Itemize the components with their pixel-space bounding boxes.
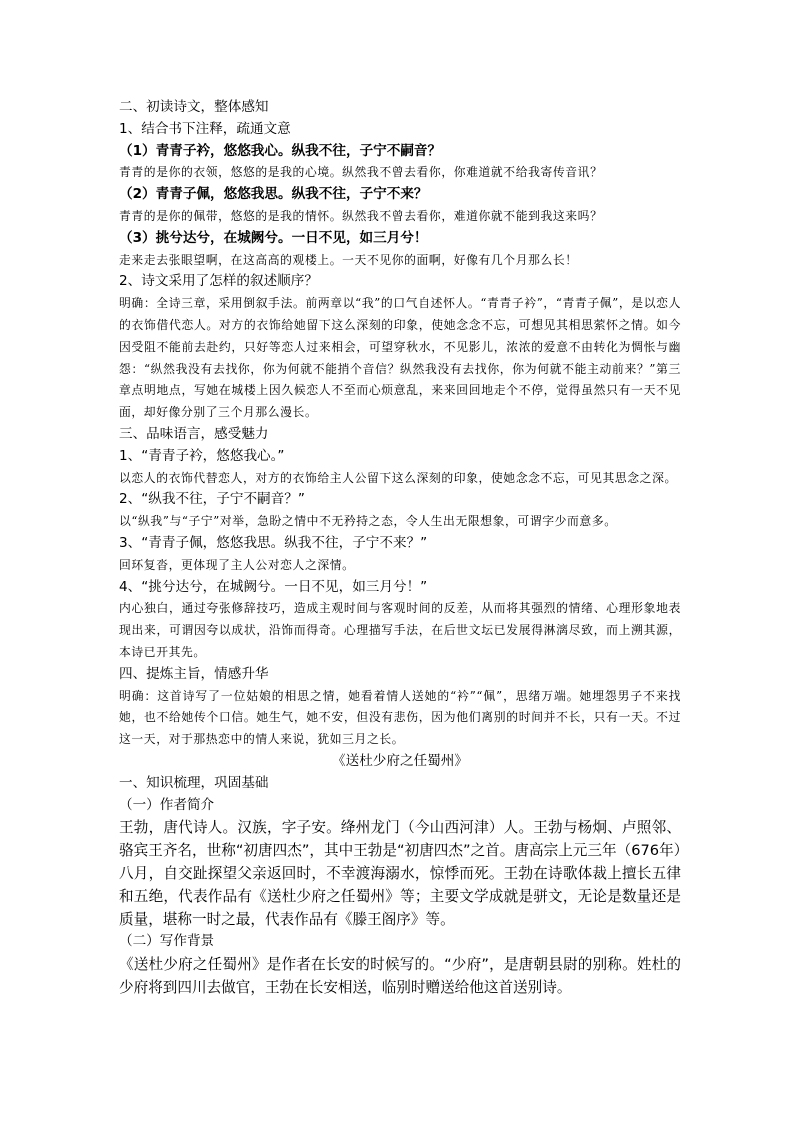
language-item-3: 3、“青青子佩，悠悠我思。纵我不往，子宁不来？” [119, 534, 428, 551]
author-intro: 王勃，唐代诗人。汉族，字子安。绛州龙门（今山西河津）人。王勃与杨炯、卢照邻、骆宾王齐名，世称“初唐四杰”，其中王勃是“初唐四杰”之首。唐高宗上元三年（676年）八月，自交趾探望父亲返回时，不幸渡海溺水，惊悸而死。王勃在诗歌体裁上擅长五律和五绝，代表作品有《送杜少府之任蜀州》等；主要文学成就是骈文，无论是数量还是质量，堪称一时之最，代表作品有《滕王阁序》等。 [119, 819, 681, 929]
poem-line-3: （3）挑兮达兮，在城阙兮。一日不见，如三月兮！ [119, 229, 428, 246]
theme-answer: 明确：这首诗写了一位姑娘的相思之情，她看着情人送她的“衿”“佩”，思绪万端。她埋怨男子不来找她，也不给她传个口信。她生气，她不安，但没有悲伤，因为他们离别的时间并不长，只有一天。不过这一天，对于那热恋中的情人来说，犹如三月之长。 [119, 688, 681, 747]
language-answer-4: 内心独白，通过夸张修辞技巧，造成主观时间与客观时间的反差，从而将其强烈的情绪、心理形象地表现出来，可谓因夸以成状，沿饰而得奇。心理描写手法，在后世文坛已发展得淋漓尽致，而上溯其源，本诗已开其先。 [119, 601, 681, 659]
language-item-4: 4、“挑兮达兮，在城阙兮。一日不见，如三月兮！” [119, 578, 428, 595]
writing-background: 《送杜少府之任蜀州》是作者在长安的时候写的。“少府”，是唐朝县尉的别称。姓杜的少府将到四川去做官，王勃在长安相送，临别时赠送给他这首送别诗。 [119, 956, 681, 997]
language-item-2: 2、“纵我不往，子宁不嗣音？” [119, 491, 305, 508]
poem-line-1: （1）青青子衿，悠悠我心。纵我不往，子宁不嗣音？ [119, 142, 442, 159]
translation-3: 走来走去张眼望啊，在这高高的观楼上。一天不见你的面啊，好像有几个月那么长！ [119, 252, 578, 267]
item-2: 2、诗文采用了怎样的叙述顺序？ [119, 273, 318, 290]
language-item-1: 1、“青青子衿，悠悠我心。” [119, 447, 285, 464]
author-subheading: （一）作者简介 [119, 796, 215, 813]
section-heading-3: 三、品味语言，感受魅力 [119, 425, 269, 442]
language-answer-3: 回环复沓，更体现了主人公对恋人之深情。 [119, 557, 355, 572]
poem-line-2: （2）青青子佩，悠悠我思。纵我不往，子宁不来？ [119, 186, 428, 203]
language-answer-2: 以“纵我”与“子宁”对举，急盼之情中不无矜持之态，令人生出无限想象，可谓字少而意多。 [119, 514, 617, 529]
section-heading-4: 四、提炼主旨，情感升华 [119, 665, 269, 682]
translation-2: 青青的是你的佩带，悠悠的是我的情怀。纵然我不曾去看你，难道你就不能到我这来吗？ [119, 208, 603, 223]
item-1: 1、结合书下注释，疏通文意 [119, 120, 291, 137]
background-subheading: （二）写作背景 [119, 933, 215, 950]
language-answer-1: 以恋人的衣饰代替恋人，对方的衣饰给主人公留下这么深刻的印象，使她念念不忘，可见其思念之深。 [119, 470, 677, 485]
section-heading-2: 二、初读诗文，整体感知 [119, 99, 269, 115]
poem-title: 《送杜少府之任蜀州》 [332, 752, 468, 769]
translation-1: 青青的是你的衣领，悠悠的是我的心境。纵然我不曾去看你，你难道就不给我寄传音讯？ [119, 165, 603, 180]
answer-paragraph-order: 明确：全诗三章，采用倒叙手法。前两章以“我”的口气自述怀人。“青青子衿”，“青青子佩”，是以恋人的衣饰借代恋人。对方的衣饰给她留下这么深刻的印象，使她念念不忘，可想见其相思萦怀之情。如今因受阻不能前去赴约，只好等恋人过来相会，可望穿秋水，不见影儿，浓浓的爱意不由转化为惆怅与幽怨：“纵然我没有去找你，你为何就不能捎个音信？纵然我没有去找你，你为何就不能主动前来？”第三章点明地点，写她在城楼上因久候恋人不至而心烦意乱，来来回回地走个不停，觉得虽然只有一天不见面，却好像分别了三个月那么漫长。 [119, 296, 681, 420]
document-page [119, 97, 681, 999]
knowledge-heading: 一、知识梳理，巩固基础 [119, 774, 269, 791]
